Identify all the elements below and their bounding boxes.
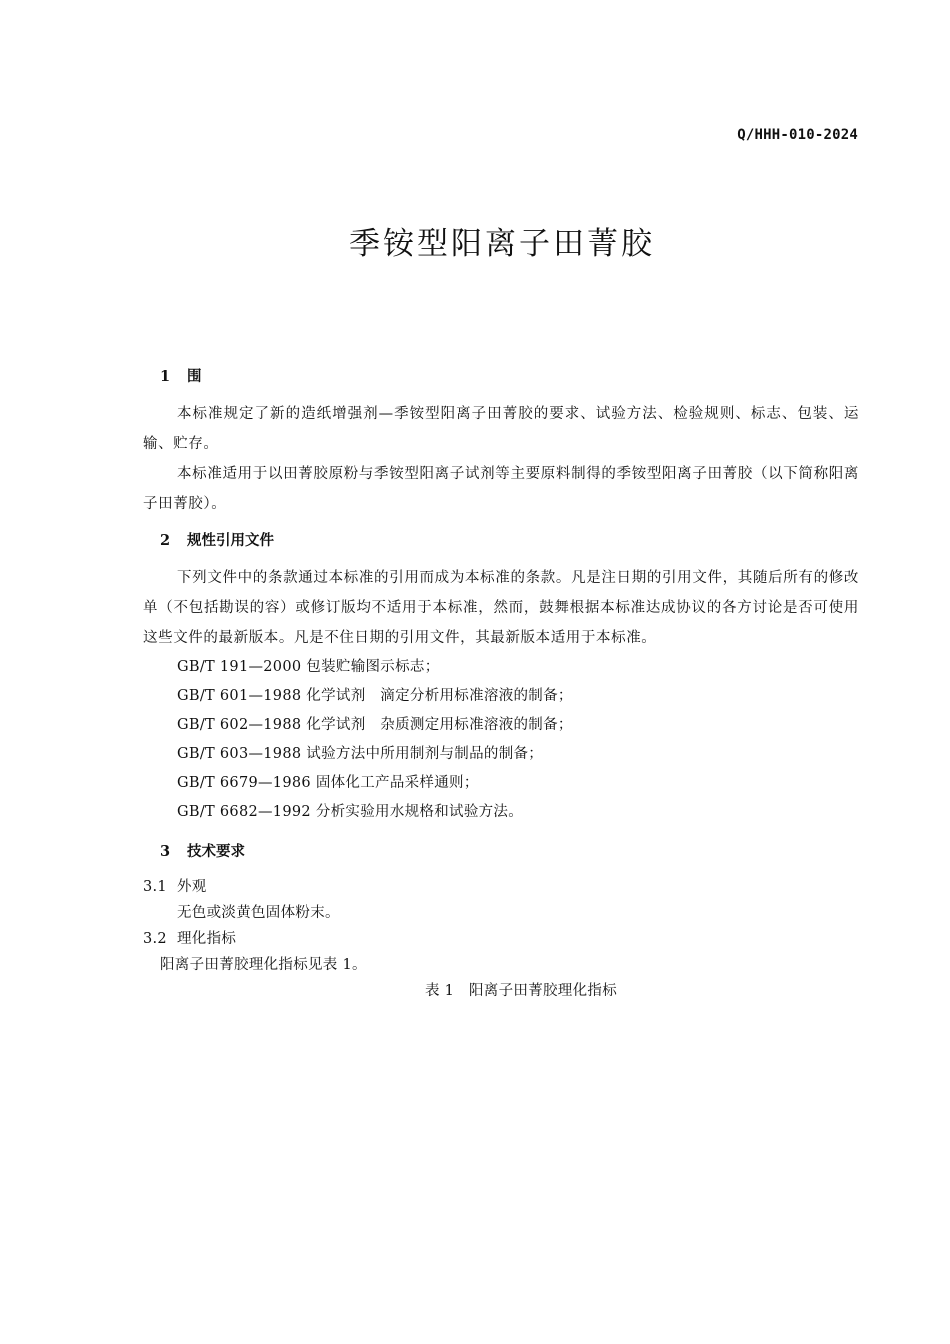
section-number: 1 <box>160 368 171 385</box>
subsection-3-2-heading <box>143 926 859 952</box>
section-number: 3 <box>160 843 171 860</box>
reference-item: GB/T 602—1988 化学试剂 杂质测定用标准溶液的制备； <box>177 717 573 733</box>
subsection-title: 外观 <box>177 879 207 895</box>
reference-item: GB/T 603—1988 试验方法中所用制剂与制品的制备； <box>177 746 544 762</box>
section-3-heading <box>143 837 859 867</box>
section-title: 技术要求 <box>187 843 245 860</box>
paragraph: 本标准规定了新的造纸增强剂—季铵型阳离子田菁胶的要求、试验方法、检验规则、标志、包装、运输、贮存。 <box>143 406 859 452</box>
reference-item: GB/T 601—1988 化学试剂 滴定分析用标准溶液的制备； <box>177 688 573 704</box>
subsection-text: 无色或淡黄色固体粉末。 <box>177 905 340 921</box>
subsection-number: 3.1 <box>143 879 167 895</box>
subsection-number: 3.2 <box>143 931 167 947</box>
document-title: 季铵型阳离子田菁胶 <box>349 226 655 262</box>
paragraph: 本标准适用于以田菁胶原粉与季铵型阳离子试剂等主要原料制得的季铵型阳离子田菁胶（以下简称阳离子田菁胶）。 <box>143 466 859 512</box>
standard-code: Q/HHH-010-2024 <box>737 127 858 143</box>
document-body <box>143 362 859 1004</box>
subsection-title: 理化指标 <box>177 931 237 947</box>
section-1-heading <box>143 362 859 392</box>
reference-item: GB/T 191—2000 包装贮输图示标志； <box>177 659 440 675</box>
reference-list <box>143 653 859 827</box>
reference-item: GB/T 6682—1992 分析实验用水规格和试验方法。 <box>177 804 524 820</box>
section-2-heading <box>143 526 859 556</box>
reference-item: GB/T 6679—1986 固体化工产品采样通则； <box>177 775 479 791</box>
table-caption: 表 1 阳离子田菁胶理化指标 <box>424 983 618 999</box>
section-number: 2 <box>160 532 171 549</box>
paragraph: 下列文件中的条款通过本标准的引用而成为本标准的条款。凡是注日期的引用文件，其随后所有的修改单（不包括勘误的容）或修订版均不适用于本标准，然而，鼓舞根据本标准达成协议的各方讨论是否可使用这些文件的最新版本。凡是不住日期的引用文件，其最新版本适用于本标准。 <box>143 570 859 646</box>
subsection-text: 阳离子田菁胶理化指标见表 1。 <box>160 957 367 973</box>
section-title: 规性引用文件 <box>187 532 274 549</box>
section-title: 围 <box>187 368 202 385</box>
subsection-3-1-heading <box>143 874 859 900</box>
